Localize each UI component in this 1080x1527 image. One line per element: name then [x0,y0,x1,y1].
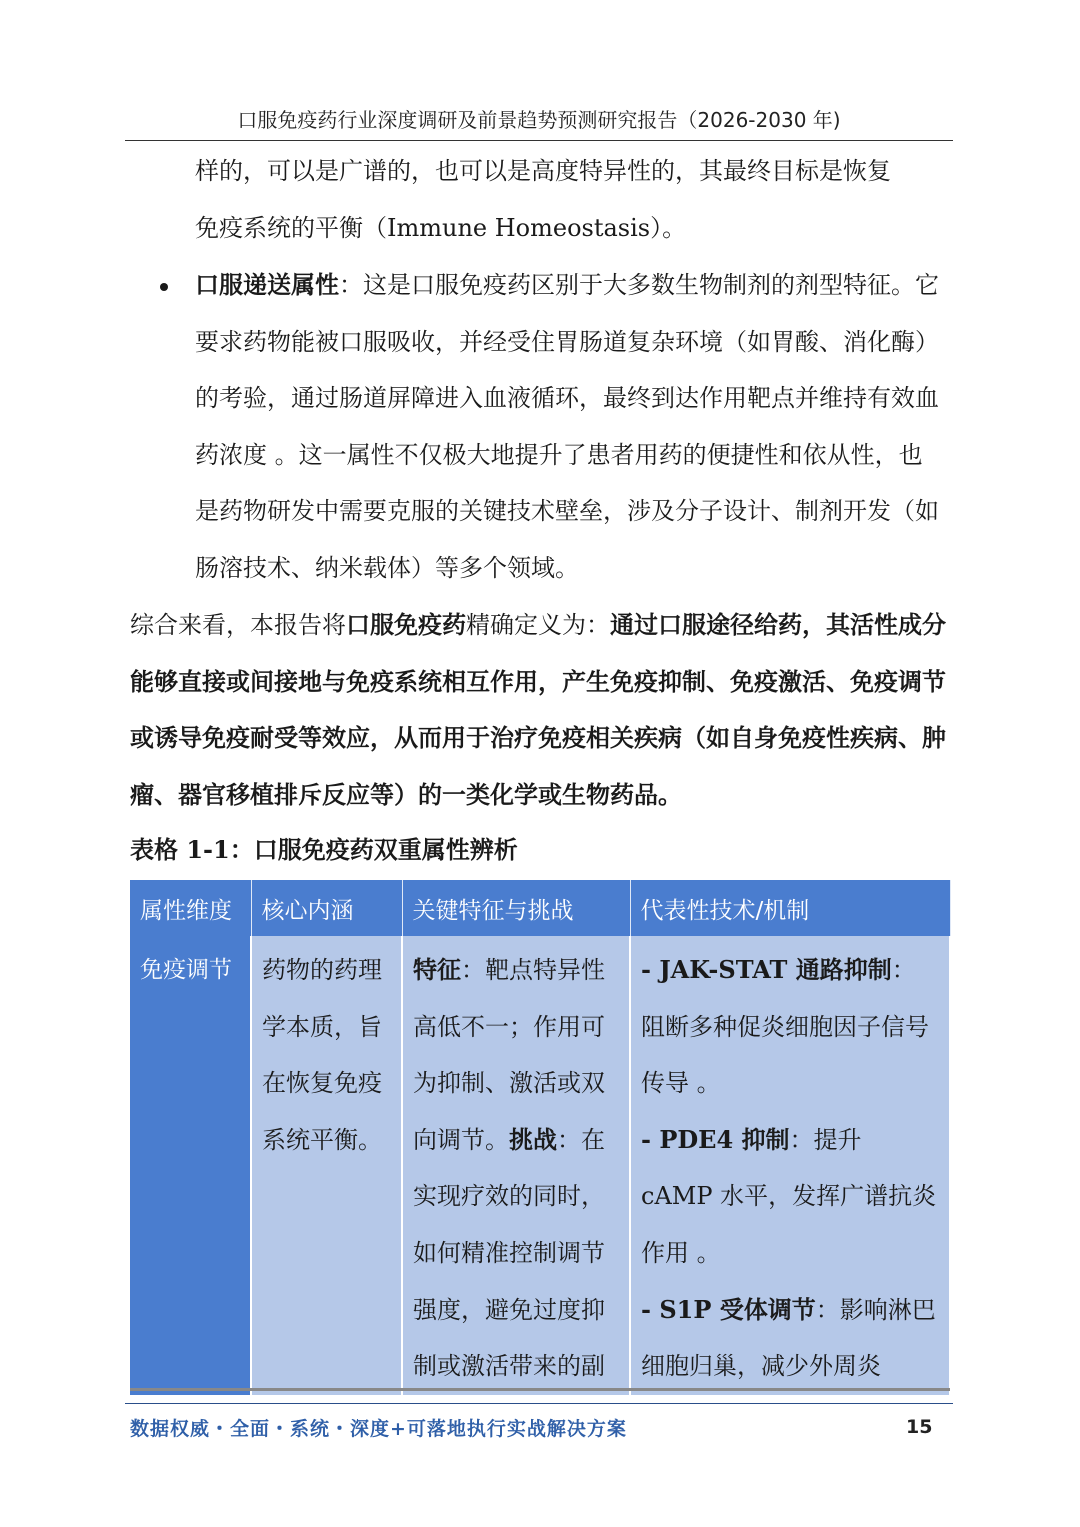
table-row [130,936,950,1395]
tech3-label: - S1P 受体调节 [641,1294,816,1324]
header-cell: 关键特征与挑战 [402,880,630,936]
cell-core: 药物的药理学本质，旨在恢复免疫系统平衡。 [251,936,402,1395]
summary-paragraph [130,597,950,823]
page-number: 15 [906,1416,933,1438]
summary-b: 口服免疫药 [346,610,466,639]
footer-slogan: 数据权威・全面・系统・深度+可落地执行实战解决方案 [130,1418,627,1440]
p1-line1: 样的，可以是广谱的，也可以是高度特异性的，其最终目标是恢复 [195,157,891,185]
cell-technology [630,936,950,1395]
p1-line2: 免疫系统的平衡（Immune Homeostasis）。 [195,213,687,242]
tech1-label: - JAK-STAT 通路抑制 [641,955,892,984]
tech2-text: ：提升 cAMP 水平，发挥广谱抗炎作用 。 [641,1125,937,1267]
paragraph-continuation [195,143,945,256]
bullet-oral-delivery [195,257,945,597]
header-divider [125,140,953,141]
cell-features [402,936,630,1395]
tech3-text: ：影响淋巴细胞归巢，减少外周炎 [641,1295,936,1381]
feature-text: ：靶点特异性高低不一；作用可为抑制、激活或双向调节。 [413,956,605,1154]
page-header-title: 口服免疫药行业深度调研及前景趋势预测研究报告（2026-2030 年) [237,108,841,132]
header-cell: 核心内涵 [251,880,402,936]
cell-attribute: 免疫调节 [130,936,251,1395]
table-header-row [130,880,950,936]
challenge-label: 挑战 [509,1124,557,1154]
header-cell: 代表性技术/机制 [630,880,950,936]
header-cell: 属性维度 [130,880,251,936]
feature-label: 特征 [413,955,461,984]
table-bottom-border [130,1388,950,1391]
attribute-table [130,880,951,1395]
bullet-dot [160,283,168,291]
footer-divider [125,1403,953,1404]
tech1-text: ：阻断多种促炎细胞因子信号传导 。 [641,956,929,1098]
bullet-title: 口服递送属性 [195,270,339,299]
tech2-label: - PDE4 抑制 [641,1124,790,1154]
table-caption: 表格 1-1：口服免疫药双重属性辨析 [130,835,518,864]
bullet-colon: ： [339,271,363,299]
challenge-text: ：在实现疗效的同时，如何精准控制调节强度，避免过度抑制或激活带来的副 [413,1125,605,1381]
summary-d: 通过口服途径给药，其活性成分能够直接或间接地与免疫系统相互作用，产生免疫抑制、免疫激活、免疫调节或诱导免疫耐受等效应，从而用于治疗免疫相关疾病（如自身免疫性疾病、肿瘤、器官移植排斥反应等）的一类化学或生物药品。 [130,610,946,809]
summary-a: 综合来看，本报告将 [130,611,346,639]
bullet-text: 这是口服免疫药区别于大多数生物制剂的剂型特征。它要求药物能被口服吸收，并经受住胃肠道复杂环境（如胃酸、消化酶）的考验，通过肠道屏障进入血液循环，最终到达作用靶点并维持有效血药浓度 。这一属性不仅极大地提升了患者用药的便捷性和依从性，也是药物研发中需要克服的关键技术壁垒，涉及分子设计、制剂开发（如肠溶技术、纳米载体）等多个领域。 [195,271,939,582]
summary-c: 精确定义为： [466,611,610,639]
